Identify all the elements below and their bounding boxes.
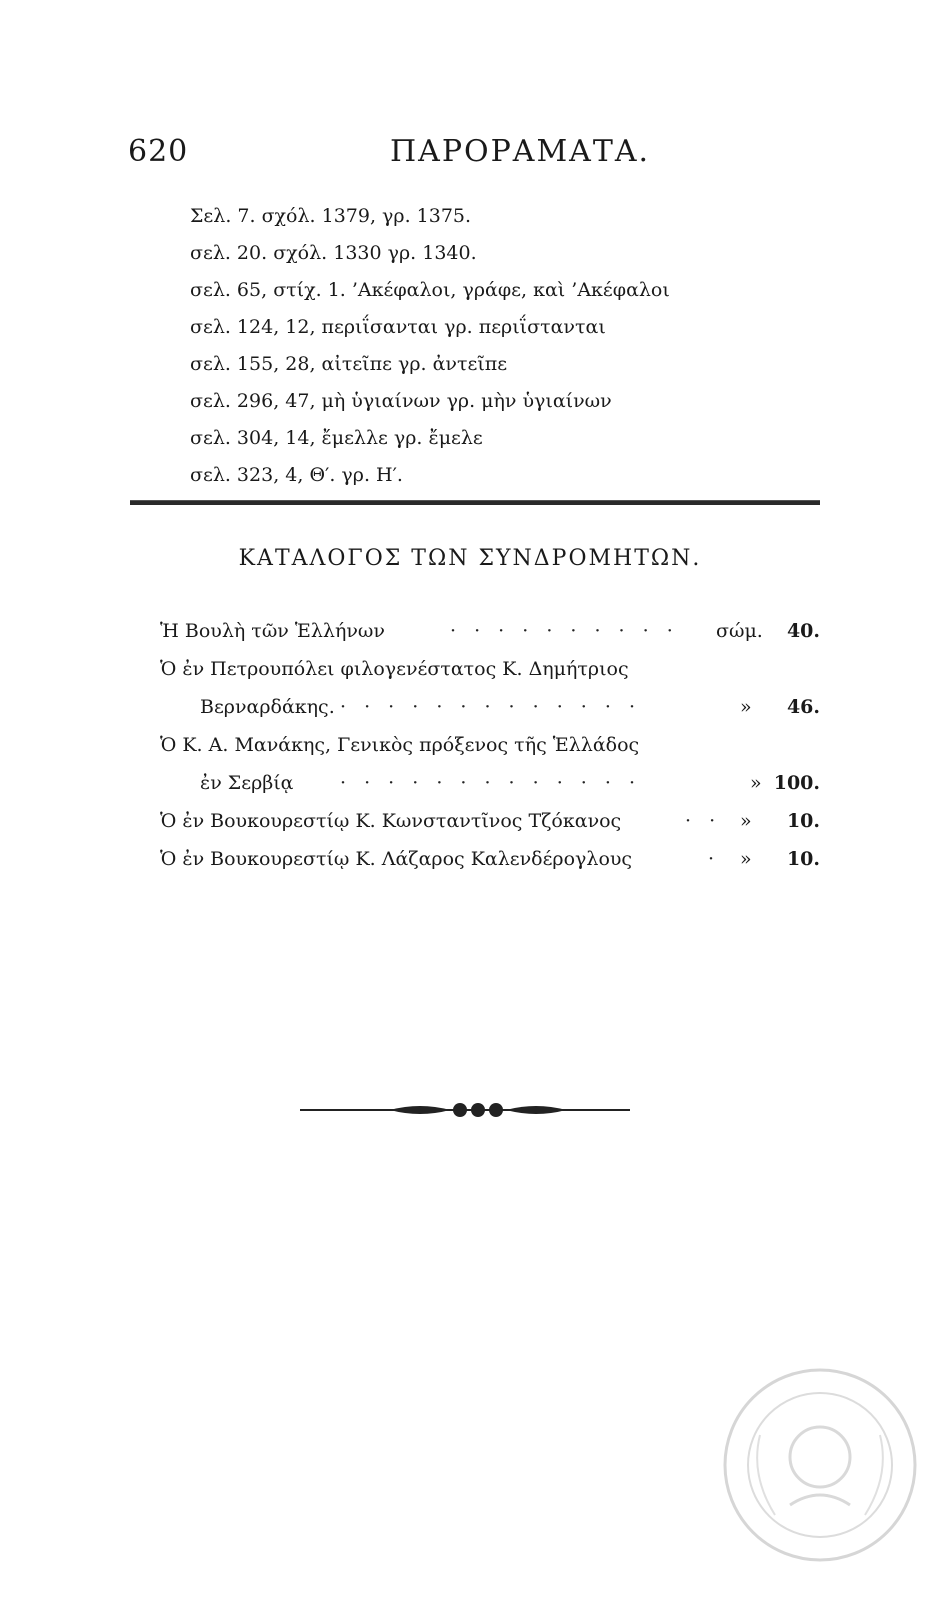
leader-dots: · · · · · · · · · · — [450, 620, 679, 642]
catalogue-title: ΚΑΤΑΛΟΓΟΣ ΤΩΝ ΣΥΝΔΡΟΜΗΤΩΝ. — [238, 546, 702, 571]
errata-line: σελ. 155, 28, αἰτεῖπε γρ. ἀντεῖπε — [190, 353, 508, 375]
errata-line: σελ. 65, στίχ. 1. ’Ακέφαλοι, γράφε, καὶ ’Ακέφαλοι — [190, 279, 670, 301]
errata-line: σελ. 20. σχόλ. 1330 γρ. 1340. — [190, 242, 477, 264]
subscriber-name: Ὁ Κ. Α. Μανάκης, Γενικὸς πρόξενος τῆς Ἑλλάδος — [160, 734, 640, 756]
subscriber-amount: 40. — [786, 620, 820, 642]
subscriber-list — [160, 612, 820, 878]
library-seal-icon — [720, 1365, 920, 1565]
subscriber-row — [160, 840, 820, 878]
subscriber-row — [160, 802, 820, 840]
subscriber-amount: 46. — [786, 696, 820, 718]
tailpiece-ornament-icon — [300, 1098, 630, 1122]
subscriber-row — [160, 688, 820, 726]
subscriber-row — [160, 726, 820, 764]
errata-line: σελ. 296, 47, μὴ ὑγιαίνων γρ. μὴν ὑγιαίνων — [190, 390, 612, 412]
subscriber-amount: 10. — [786, 848, 820, 870]
errata-line: σελ. 323, 4, Θ′. γρ. Η′. — [190, 464, 403, 486]
subscriber-name: Ὁ ἐν Βουκουρεστίῳ Κ. Λάζαρος Καλενδέρογλους — [160, 848, 633, 870]
leader-dots: · · — [685, 810, 722, 832]
subscriber-row — [160, 612, 820, 650]
errata-line: σελ. 304, 14, ἔμελλε γρ. ἔμελε — [190, 427, 483, 449]
subscriber-name: Ὁ ἐν Βουκουρεστίῳ Κ. Κωνσταντῖνος Τζόκανος — [160, 810, 622, 832]
leader-dots: · · · · · · · · · · · · · — [340, 696, 641, 718]
page-number: 620 — [128, 134, 189, 169]
section-rule — [130, 500, 820, 505]
subscriber-unit: » — [740, 810, 752, 832]
subscriber-name: Βερναρδάκης. — [200, 696, 335, 718]
running-title: ΠΑΡΟΡΑΜΑΤΑ. — [390, 134, 651, 169]
subscriber-unit: σώμ. — [716, 620, 763, 642]
subscriber-unit: » — [740, 696, 752, 718]
errata-line: σελ. 124, 12, περιΐσανται γρ. περιΐστανται — [190, 316, 606, 338]
subscriber-row — [160, 764, 820, 802]
errata-line: Σελ. 7. σχόλ. 1379, γρ. 1375. — [190, 205, 472, 227]
leader-dots: · · · · · · · · · · · · · — [340, 772, 641, 794]
subscriber-name: Ὁ ἐν Πετρουπόλει φιλογενέστατος Κ. Δημήτριος — [160, 658, 629, 680]
subscriber-unit: » — [740, 848, 752, 870]
subscriber-amount: 10. — [786, 810, 820, 832]
running-head — [120, 128, 820, 178]
leader-dots: · — [708, 848, 721, 870]
subscriber-row — [160, 650, 820, 688]
subscriber-amount: 100. — [773, 772, 820, 794]
subscriber-name: Ἡ Βουλὴ τῶν Ἑλλήνων — [160, 620, 385, 642]
subscriber-name: ἐν Σερβίᾳ — [200, 772, 294, 794]
subscriber-unit: » — [750, 772, 762, 794]
errata-list — [190, 198, 750, 494]
